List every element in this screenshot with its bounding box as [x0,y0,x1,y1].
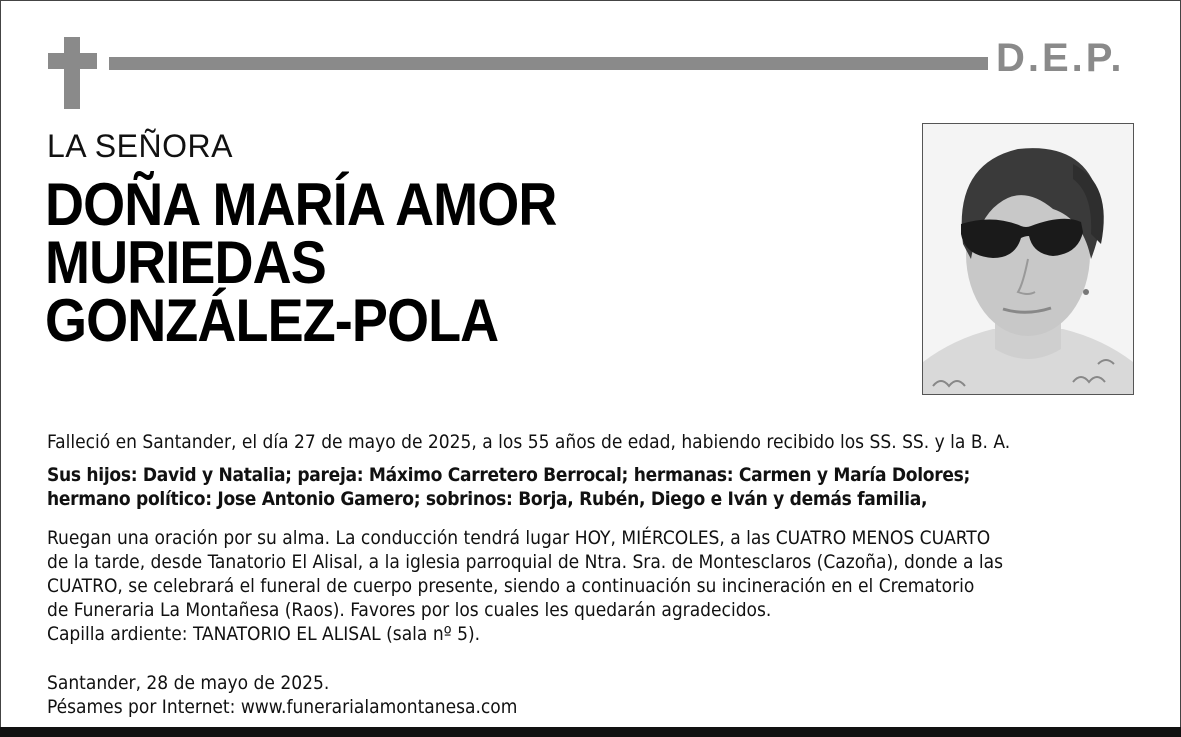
bottom-divider [0,727,1181,737]
ceremony-line: de Funeraria La Montañesa (Raos). Favores por los cuales les quedarán agradecidos. [47,599,772,621]
portrait-photo [922,123,1134,395]
cross-icon [64,37,80,109]
portrait-illustration [923,124,1133,394]
ceremony-block [47,526,1157,646]
deceased-name [45,171,819,354]
ceremony-line: Ruegan una oración por su alma. La conducción tendrá lugar HOY, MIÉRCOLES, a las CUATRO MENOS CUARTO [47,527,991,549]
death-notice-line: Falleció en Santander, el día 27 de mayo de 2025, a los 55 años de edad, habiendo recibido los SS. SS. y la B. A. [47,431,1011,453]
ceremony-line: de la tarde, desde Tanatorio El Alisal, a la iglesia parroquial de Ntra. Sra. de Montesclaros (Cazoña), donde a las [47,551,1003,573]
top-divider [109,57,988,70]
name-line: GONZÁLEZ-POLA [45,287,499,354]
family-line: hermano político: Jose Antonio Gamero; sobrinos: Borja, Rubén, Diego e Iván y demás familia, [47,488,928,510]
dep-label: D.E.P. [996,36,1125,80]
cross-icon-bar [48,53,97,69]
footer-block [47,671,1157,719]
condolences-line: Pésames por Internet: www.funerarialamontanesa.com [47,696,518,718]
name-line: MURIEDAS [45,229,326,296]
name-line: DOÑA MARÍA AMOR [45,171,557,238]
date-place-line: Santander, 28 de mayo de 2025. [47,672,330,694]
family-block [47,463,1157,511]
honorific: LA SEÑORA [47,128,233,164]
family-line: Sus hijos: David y Natalia; pareja: Máximo Carretero Berrocal; hermanas: Carmen y María Dolores; [47,464,971,486]
ceremony-line: CUATRO, se celebrará el funeral de cuerpo presente, siendo a continuación su incineración en el Crematorio [47,575,975,597]
ceremony-line: Capilla ardiente: TANATORIO EL ALISAL (sala nº 5). [47,623,481,645]
